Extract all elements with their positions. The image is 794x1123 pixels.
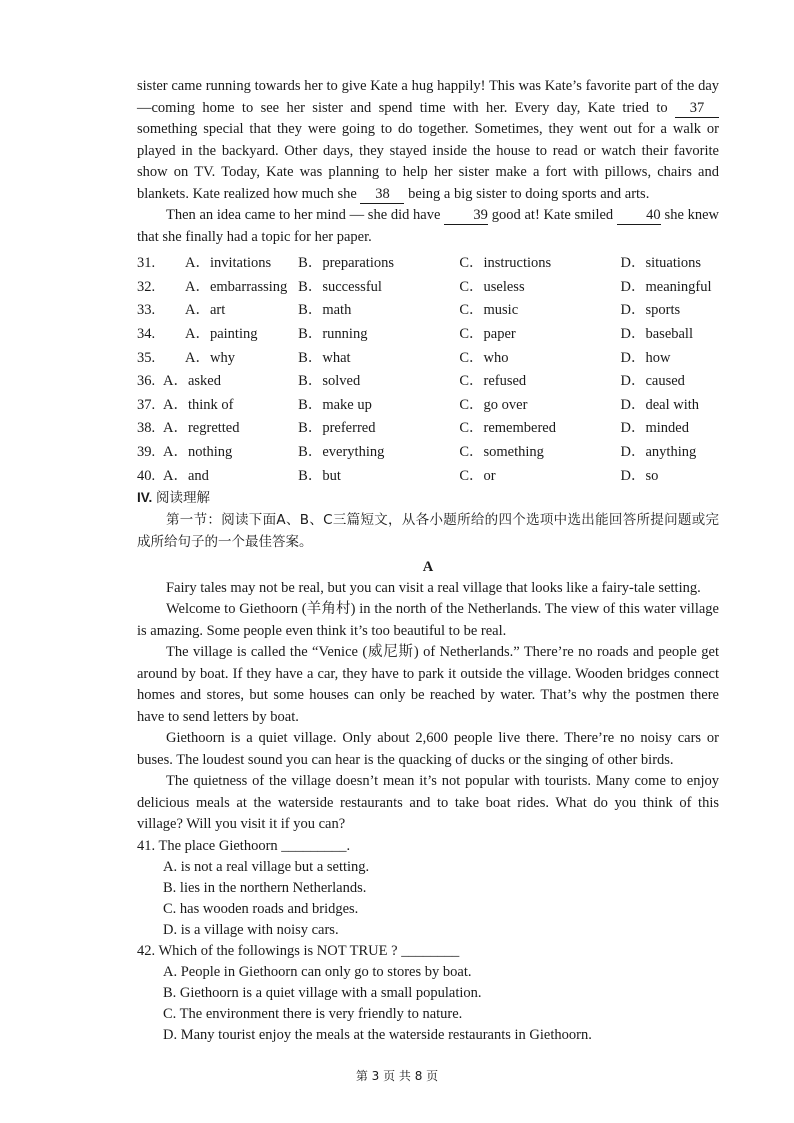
question-number: 38. bbox=[137, 420, 156, 437]
option-c: C．go over bbox=[459, 396, 528, 413]
option-c: C．paper bbox=[459, 326, 516, 343]
option-d: D．how bbox=[620, 349, 671, 366]
passage-text: being a big sister to doing sports and arts. bbox=[404, 185, 650, 202]
question-option: D. is a village with noisy cars. bbox=[163, 921, 339, 938]
passage-a-para: Giethoorn is a quiet village. Only about 2,600 people live there. There’re no noisy cars or buses. The loudest sound you can hear is the quacking of ducks or the singing of other birds. bbox=[137, 730, 719, 768]
option-text: A．nothing bbox=[163, 444, 233, 461]
option-b: B．math bbox=[298, 302, 352, 319]
passage-a-para: Fairy tales may not be real, but you can visit a real village that looks like a fairy-tale setting. bbox=[166, 579, 701, 596]
passage-text: she knew that she finally had a topic for her paper. bbox=[137, 207, 719, 245]
section-title: 阅读理解 bbox=[156, 489, 211, 506]
question-option: A. is not a real village but a setting. bbox=[163, 858, 370, 875]
question-stem: 42. Which of the followings is NOT TRUE ? ________ bbox=[137, 942, 460, 959]
option-text: A．asked bbox=[163, 373, 221, 390]
option-row bbox=[137, 274, 719, 298]
option-c: C．something bbox=[459, 444, 544, 461]
option-row bbox=[137, 415, 719, 439]
exam-page bbox=[137, 76, 719, 1046]
option-row bbox=[137, 368, 719, 392]
section-instruction: 第一节：阅读下面A、B、C三篇短文，从各小题所给的四个选项中选出能回答所提问题或完成所给句子的一个最佳答案。 bbox=[137, 511, 719, 550]
option-d: D．so bbox=[620, 467, 659, 484]
option-a bbox=[137, 440, 298, 461]
question-number: 31. bbox=[137, 255, 156, 272]
option-b: B．preferred bbox=[298, 420, 376, 437]
option-text: A．art bbox=[185, 302, 226, 319]
option-text: A．regretted bbox=[163, 420, 240, 437]
section-number: IV. bbox=[137, 489, 153, 505]
option-d: D．anything bbox=[620, 444, 697, 461]
option-a bbox=[137, 346, 298, 367]
question-number: 34. bbox=[137, 326, 156, 343]
option-a bbox=[137, 416, 298, 437]
option-a bbox=[137, 275, 298, 296]
option-row bbox=[137, 439, 719, 463]
question-number: 39. bbox=[137, 444, 156, 461]
option-text: A．embarrassing bbox=[185, 278, 288, 295]
question-number: 35. bbox=[137, 349, 156, 366]
passage-text: Then an idea came to her mind — she did have bbox=[166, 207, 445, 223]
option-b: B．what bbox=[298, 349, 351, 366]
option-c: C．who bbox=[459, 349, 509, 366]
option-row bbox=[137, 250, 719, 274]
blank-39: 39 bbox=[444, 207, 488, 225]
question-option: A. People in Giethoorn can only go to stores by boat. bbox=[163, 963, 472, 980]
option-d: D．situations bbox=[620, 255, 702, 272]
option-d: D．caused bbox=[620, 373, 685, 390]
passage-text: sister came running towards her to give Kate a hug happily! This was Kate’s favorite part of the day —coming home to see her sister and spend time with her. Every day, Kate tried to bbox=[137, 78, 719, 116]
option-b: B．solved bbox=[298, 373, 361, 390]
passage-continuation-para-2 bbox=[137, 205, 719, 248]
question-number: 32. bbox=[137, 278, 156, 295]
option-b: B．running bbox=[298, 326, 368, 343]
option-a bbox=[137, 298, 298, 319]
cloze-options bbox=[137, 250, 719, 486]
blank-37: 37 bbox=[675, 100, 719, 118]
passage-text: good at! Kate smiled bbox=[488, 207, 617, 223]
option-b: B．successful bbox=[298, 278, 382, 295]
option-text: A．think of bbox=[163, 396, 234, 413]
option-c: C．or bbox=[459, 467, 496, 484]
question-option: C. has wooden roads and bridges. bbox=[163, 900, 359, 917]
passage-a-para: Welcome to Giethoorn (羊角村) in the north of the Netherlands. The view of this water village is amazing. Some people even think it’s too beautiful to be real. bbox=[137, 601, 719, 639]
passage-a-para: The village is called the “Venice (威尼斯) of Netherlands.” There’re no roads and people get around by boat. If they have a car, they have to park it outside the village. Wooden bridges connect homes and stores, but some houses can only be reached by water. That’s why the postmen there have to send letters by boat. bbox=[137, 644, 719, 725]
blank-40: 40 bbox=[617, 207, 661, 225]
option-a bbox=[137, 322, 298, 343]
option-d: D．sports bbox=[620, 302, 681, 319]
question-number: 36. bbox=[137, 373, 156, 390]
option-d: D．deal with bbox=[620, 396, 700, 413]
option-row bbox=[137, 344, 719, 368]
question-stem: 41. The place Giethoorn _________. bbox=[137, 837, 351, 854]
option-a bbox=[137, 369, 298, 390]
option-row bbox=[137, 321, 719, 345]
option-row bbox=[137, 392, 719, 416]
question-option: B. lies in the northern Netherlands. bbox=[163, 879, 367, 896]
question-option: C. The environment there is very friendly to nature. bbox=[163, 1005, 463, 1022]
question-number: 33. bbox=[137, 302, 156, 319]
option-c: C．remembered bbox=[459, 420, 556, 437]
question-option: D. Many tourist enjoy the meals at the waterside restaurants in Giethoorn. bbox=[163, 1026, 592, 1043]
option-row bbox=[137, 462, 719, 486]
option-a bbox=[137, 251, 298, 272]
option-text: A．and bbox=[163, 467, 209, 484]
passage-text: something special that they were going to do together. Sometimes, they went out for a walk or played in the backyard. Other days, they stayed inside the house to read or watch their favorite show on TV. Today, Kate was planning to help her sister make a fort with pillows, chairs and blankets. Kate realized how much she bbox=[137, 121, 719, 202]
option-a bbox=[137, 393, 298, 414]
passage-a-para: The quietness of the village doesn’t mean it’s not popular with tourists. Many come to enjoy delicious meals at the waterside restaurants and to take boat rides. What do you think of this village? Will you visit it if you can? bbox=[137, 773, 719, 833]
option-c: C．music bbox=[459, 302, 519, 319]
option-d: D．baseball bbox=[620, 326, 693, 343]
option-c: C．refused bbox=[459, 373, 527, 390]
option-d: D．minded bbox=[620, 420, 689, 437]
option-d: D．meaningful bbox=[620, 278, 712, 295]
option-text: A．invitations bbox=[185, 255, 272, 272]
option-b: B．but bbox=[298, 467, 341, 484]
section-heading bbox=[137, 487, 719, 509]
option-text: A．painting bbox=[185, 326, 258, 343]
option-b: B．make up bbox=[298, 396, 372, 413]
option-c: C．instructions bbox=[459, 255, 552, 272]
blank-38: 38 bbox=[360, 186, 404, 204]
option-b: B．everything bbox=[298, 444, 385, 461]
option-a bbox=[137, 464, 298, 485]
question-option: B. Giethoorn is a quiet village with a small population. bbox=[163, 984, 482, 1001]
page-footer: 第 3 页 共 8 页 bbox=[355, 1069, 439, 1083]
option-b: B．preparations bbox=[298, 255, 395, 272]
option-c: C．useless bbox=[459, 278, 525, 295]
passage-continuation-para-1 bbox=[137, 76, 719, 205]
passage-title: A bbox=[422, 558, 434, 575]
question-number: 37. bbox=[137, 396, 156, 413]
question-number: 40. bbox=[137, 467, 156, 484]
option-row bbox=[137, 297, 719, 321]
option-text: A．why bbox=[185, 349, 235, 366]
